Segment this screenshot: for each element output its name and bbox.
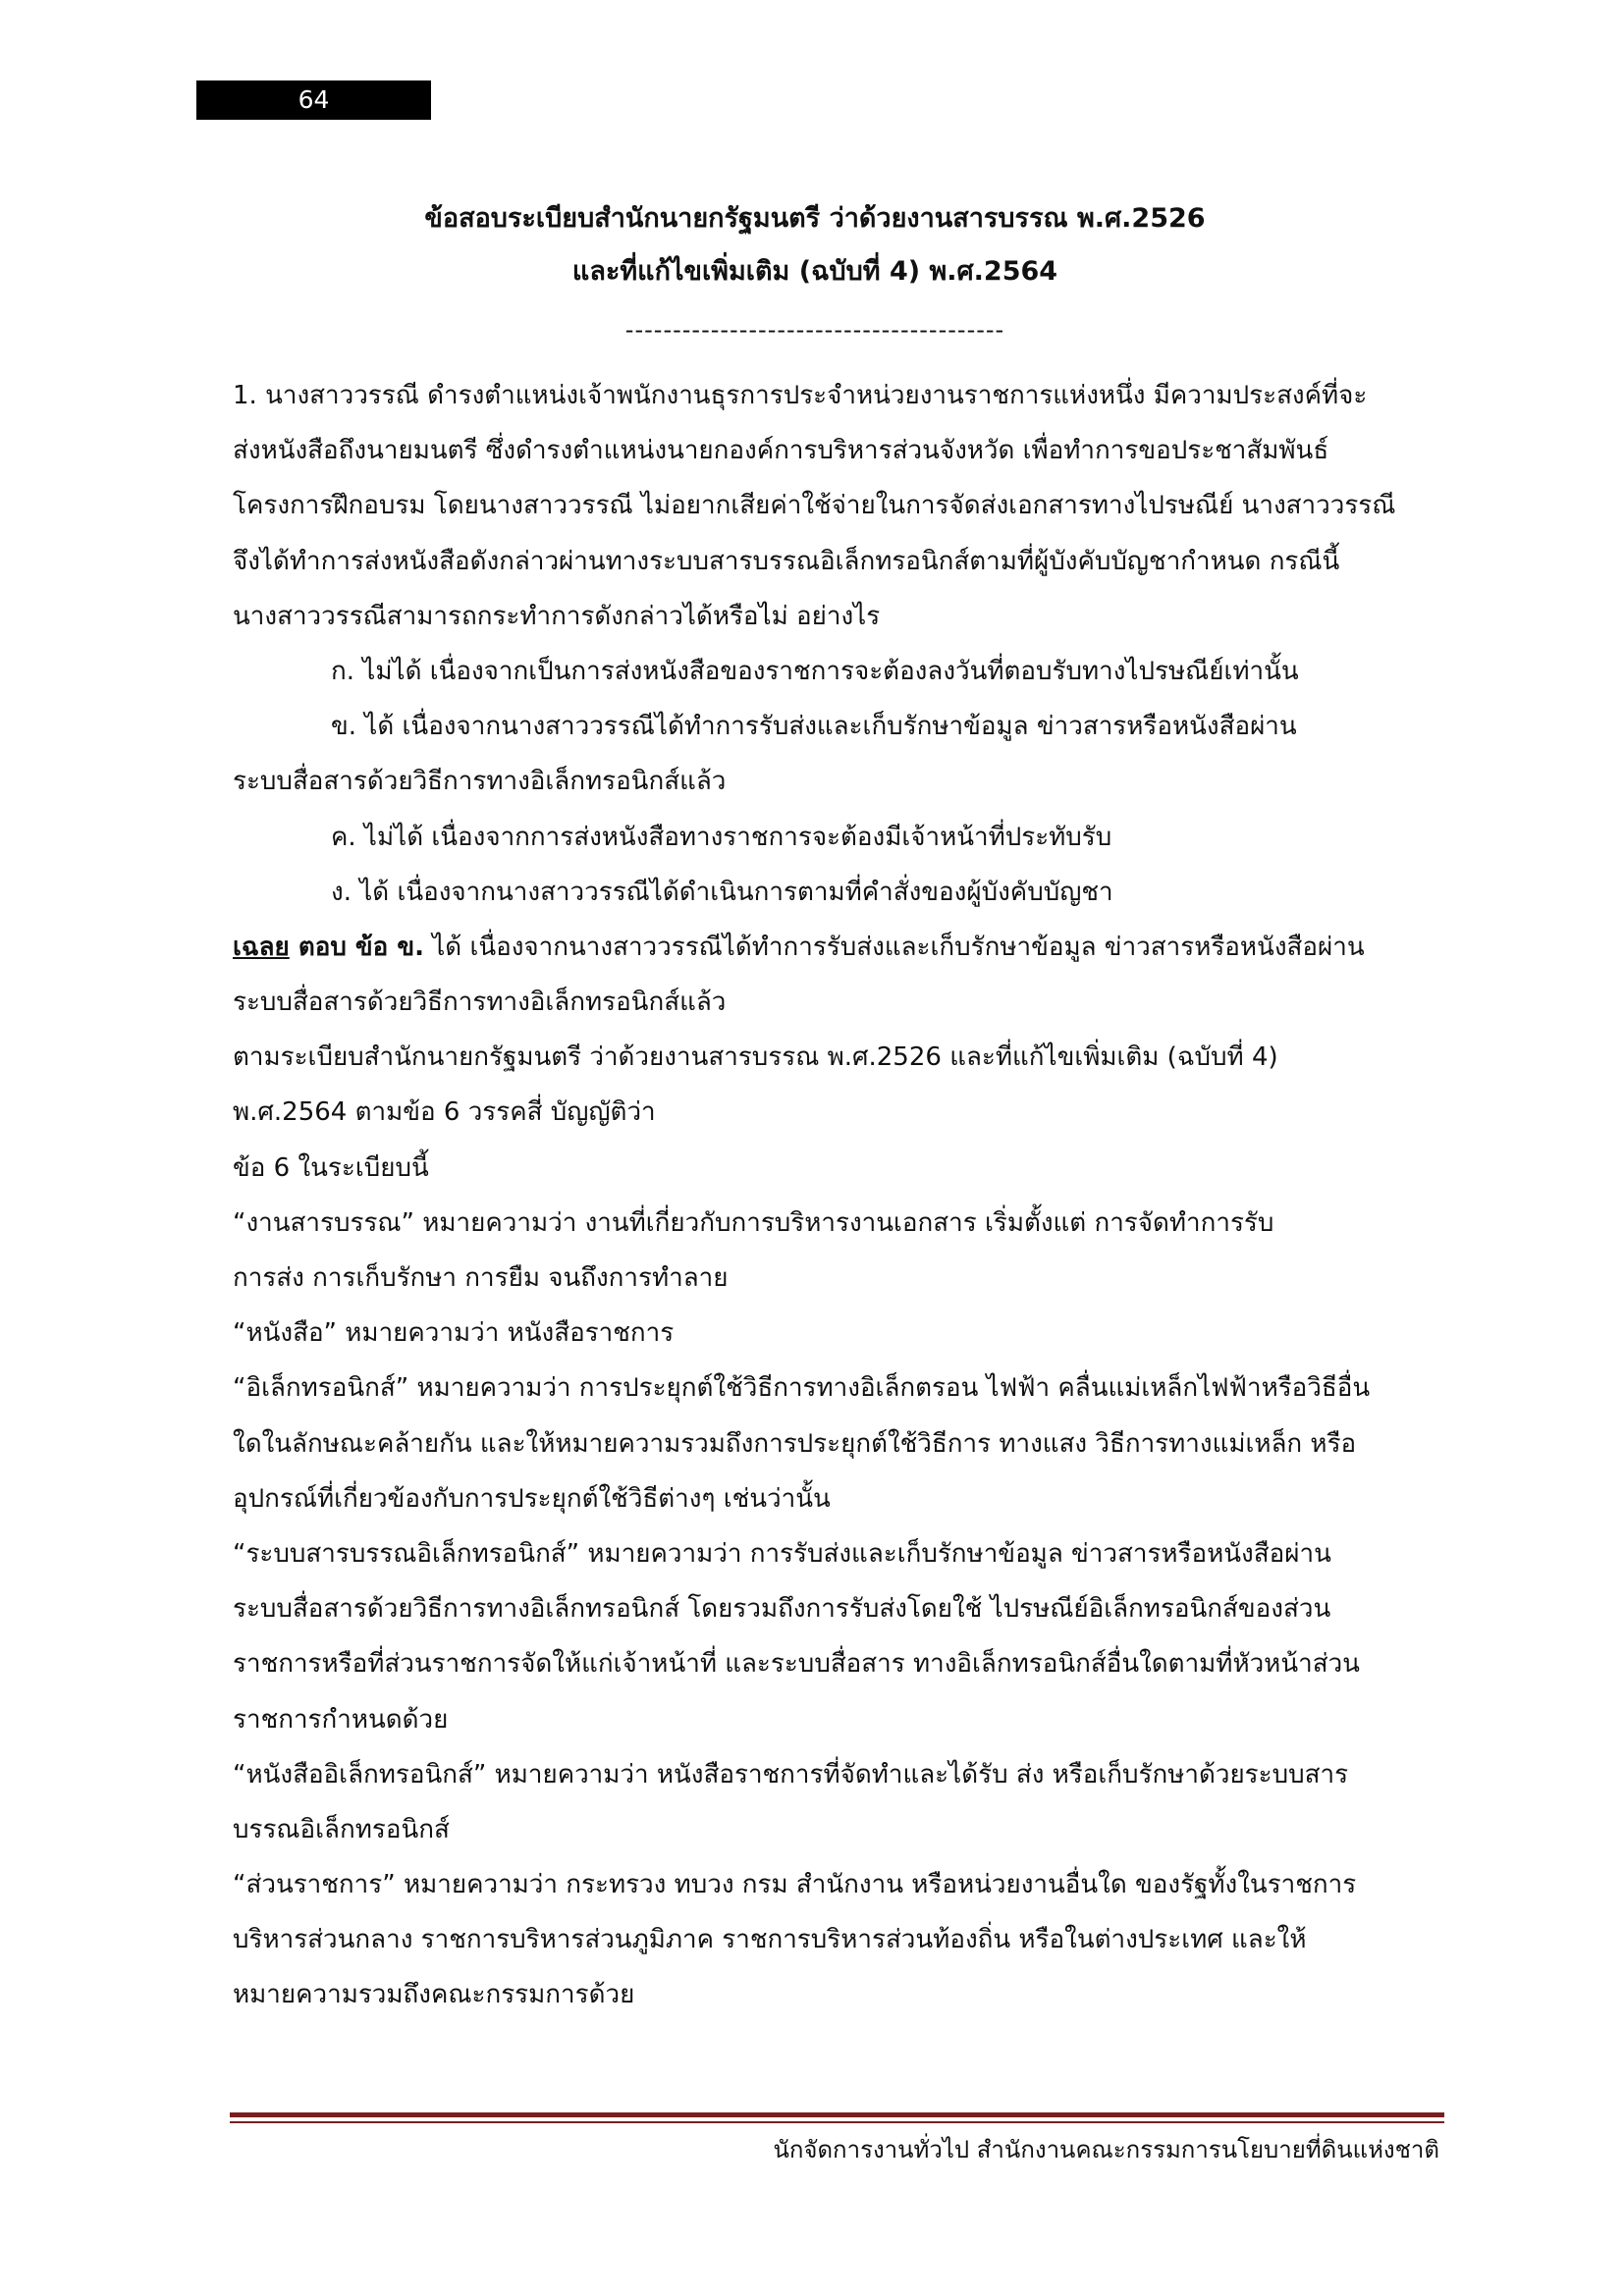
page-number: 64 xyxy=(196,80,431,120)
explanation-line: “งานสารบรรณ” หมายความว่า งานที่เกี่ยวกับการบริหารงานเอกสาร เริ่มตั้งแต่ การจัดทำการรับ xyxy=(233,1207,1274,1238)
option-c: ค. ไม่ได้ เนื่องจากการส่งหนังสือทางราชการจะต้องมีเจ้าหน้าที่ประทับรับ xyxy=(331,822,1112,852)
explanation-line: พ.ศ.2564 ตามข้อ 6 วรรคสี่ บัญญัติว่า xyxy=(233,1097,656,1128)
explanation-line: การส่ง การเก็บรักษา การยืม จนถึงการทำลาย xyxy=(233,1263,729,1293)
explanation-line: ราชการหรือที่ส่วนราชการจัดให้แก่เจ้าหน้าที่ และระบบสื่อสาร ทางอิเล็กทรอนิกส์อื่นใดตามที่หัวหน้าส่วน xyxy=(233,1649,1360,1680)
title-line-1: ข้อสอบระเบียบสำนักนายกรัฐมนตรี ว่าด้วยงานสารบรรณ พ.ศ.2526 xyxy=(424,203,1206,234)
answer-line-continued: ระบบสื่อสารด้วยวิธีการทางอิเล็กทรอนิกส์แล้ว xyxy=(233,988,727,1018)
question-line: จึงได้ทำการส่งหนังสือดังกล่าวผ่านทางระบบสารบรรณอิเล็กทรอนิกส์ตามที่ผู้บังคับบัญชากำหนด กรณีนี้ xyxy=(233,546,1340,576)
explanation-line: อุปกรณ์ที่เกี่ยวข้องกับการประยุกต์ใช้วิธีต่างๆ เช่นว่านั้น xyxy=(233,1483,831,1514)
footer-rule-thin xyxy=(230,2121,1444,2123)
page-footer: นักจัดการงานทั่วไป สำนักงานคณะกรรมการนโยบายที่ดินแห่งชาติ xyxy=(773,2136,1439,2163)
option-d: ง. ได้ เนื่องจากนางสาววรรณีได้ดำเนินการตามที่คำสั่งของผู้บังคับบัญชา xyxy=(331,877,1113,907)
page-title xyxy=(226,192,1404,298)
explanation-line: หมายความรวมถึงคณะกรรมการด้วย xyxy=(233,1980,635,2010)
explanation-line: บริหารส่วนกลาง ราชการบริหารส่วนภูมิภาค ราชการบริหารส่วนท้องถิ่น หรือในต่างประเทศ และให้ xyxy=(233,1925,1307,1955)
answer-prefix: ตอบ ข้อ ข. xyxy=(289,932,424,962)
explanation-line: ใดในลักษณะคล้ายกัน และให้หมายความรวมถึงการประยุกต์ใช้วิธีการ ทางแสง วิธีการทางแม่เหล็ก หรือ xyxy=(233,1428,1357,1459)
explanation-line: ข้อ 6 ในระเบียบนี้ xyxy=(233,1152,429,1183)
title-divider: ---------------------------------------- xyxy=(624,316,1005,344)
explanation-line: “ส่วนราชการ” หมายความว่า กระทรวง ทบวง กรม สำนักงาน หรือหน่วยงานอื่นใด ของรัฐทั้งในราชการ xyxy=(233,1870,1357,1900)
question-line: 1. นางสาววรรณี ดำรงตำแหน่งเจ้าพนักงานธุรการประจำหน่วยงานราชการแห่งหนึ่ง มีความประสงค์ที่จะ xyxy=(233,381,1368,410)
title-line-2: และที่แก้ไขเพิ่มเติม (ฉบับที่ 4) พ.ศ.2564 xyxy=(571,256,1058,287)
explanation-line: ราชการกำหนดด้วย xyxy=(233,1704,449,1735)
footer-rule xyxy=(230,2112,1444,2117)
explanation-line: บรรณอิเล็กทรอนิกส์ xyxy=(233,1814,450,1844)
question-line: นางสาววรรณีสามารถกระทำการดังกล่าวได้หรือไม่ อย่างไร xyxy=(233,601,881,631)
option-b: ข. ได้ เนื่องจากนางสาววรรณีได้ทำการรับส่งและเก็บรักษาข้อมูล ข่าวสารหรือหนังสือผ่าน xyxy=(331,712,1297,742)
document-body xyxy=(233,368,1440,2023)
answer-line xyxy=(233,920,1440,975)
explanation-line: “หนังสือ” หมายความว่า หนังสือราชการ xyxy=(233,1318,675,1349)
answer-label-text: เฉลย xyxy=(233,932,290,962)
question-line: ส่งหนังสือถึงนายมนตรี ซึ่งดำรงตำแหน่งนายกองค์การบริหารส่วนจังหวัด เพื่อทำการขอประชาสัมพันธ์ xyxy=(233,436,1329,466)
question-line: โครงการฝึกอบรม โดยนางสาววรรณี ไม่อยากเสียค่าใช้จ่ายในการจัดส่งเอกสารทางไปรษณีย์ นางสาววรรณี xyxy=(233,491,1396,521)
explanation-line: “ระบบสารบรรณอิเล็กทรอนิกส์” หมายความว่า การรับส่งและเก็บรักษาข้อมูล ข่าวสารหรือหนังสือผ่าน xyxy=(233,1538,1331,1569)
explanation-line: “หนังสืออิเล็กทรอนิกส์” หมายความว่า หนังสือราชการที่จัดทำและได้รับ ส่ง หรือเก็บรักษาด้วยระบบสาร xyxy=(233,1759,1349,1789)
explanation-line: “อิเล็กทรอนิกส์” หมายความว่า การประยุกต์ใช้วิธีการทางอิเล็กตรอน ไฟฟ้า คลื่นแม่เหล็กไฟฟ้าหรือวิธีอื่น xyxy=(233,1373,1371,1404)
answer-text: ได้ เนื่องจากนางสาววรรณีได้ทำการรับส่งและเก็บรักษาข้อมูล ข่าวสารหรือหนังสือผ่าน xyxy=(423,932,1365,962)
option-a: ก. ไม่ได้ เนื่องจากเป็นการส่งหนังสือของราชการจะต้องลงวันที่ตอบรับทางไปรษณีย์เท่านั้น xyxy=(331,656,1299,686)
explanation-line: ระบบสื่อสารด้วยวิธีการทางอิเล็กทรอนิกส์ โดยรวมถึงการรับส่งโดยใช้ ไปรษณีย์อิเล็กทรอนิกส์ของส่วน xyxy=(233,1594,1331,1625)
explanation-line: ตามระเบียบสำนักนายกรัฐมนตรี ว่าด้วยงานสารบรรณ พ.ศ.2526 และที่แก้ไขเพิ่มเติม (ฉบับที่ 4) xyxy=(233,1042,1278,1073)
option-b-continued: ระบบสื่อสารด้วยวิธีการทางอิเล็กทรอนิกส์แล้ว xyxy=(233,767,727,797)
answer-label xyxy=(233,933,424,962)
